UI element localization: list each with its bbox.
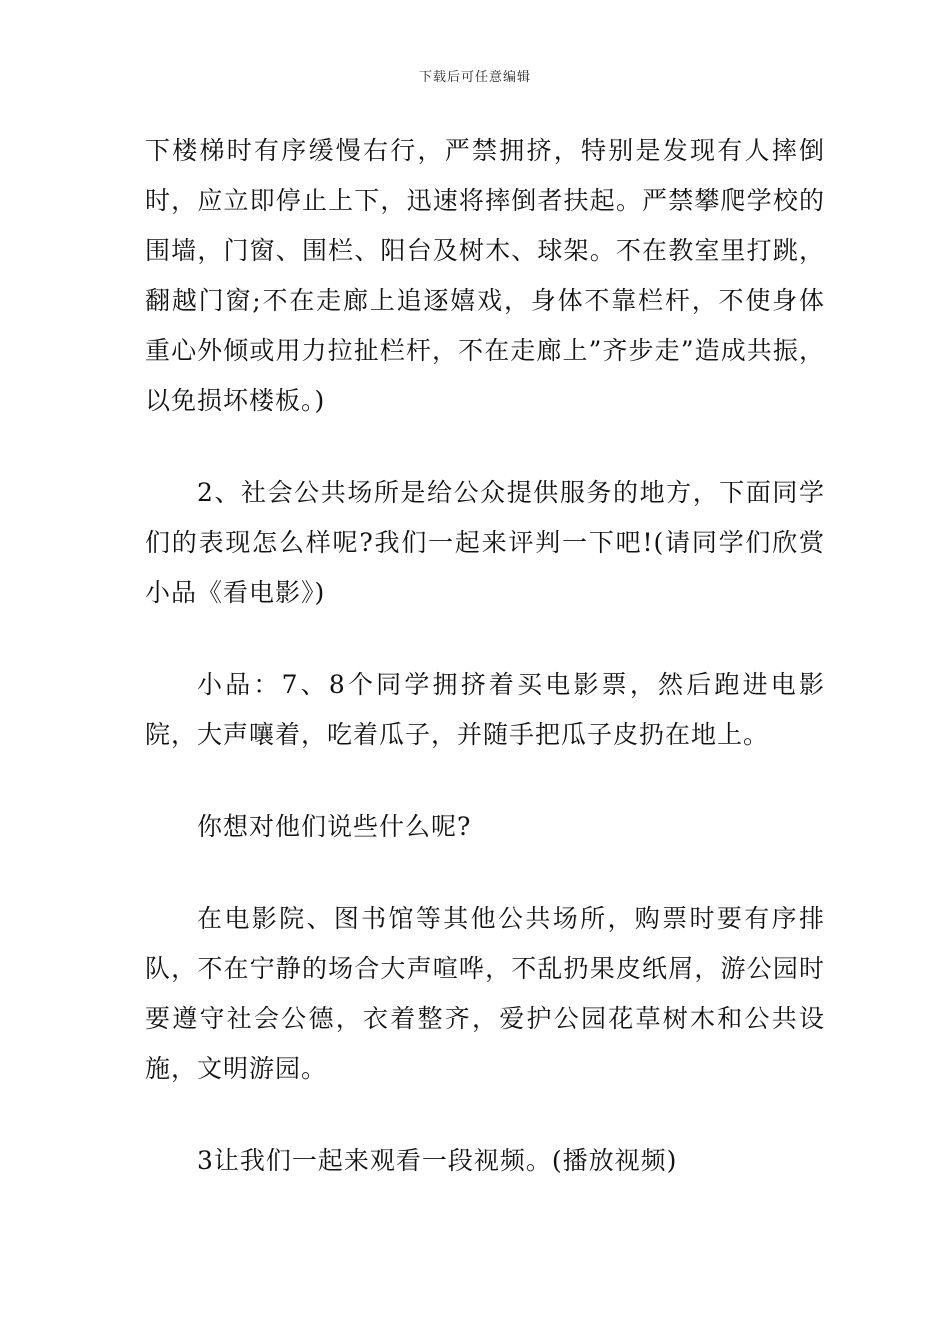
document-body — [145, 126, 825, 1186]
paragraph-public-conduct: 在电影院、图书馆等其他公共场所，购票时要有序排队，不在宁静的场合大声喧哗，不乱扔果皮纸屑，游公园时要遵守社会公德，衣着整齐，爱护公园花草树木和公共设施，文明游园。 — [145, 904, 825, 1083]
paragraph-sketch: 小品：7、8个同学拥挤着买电影票，然后跑进电影院，大声嚷着，吃着瓜子，并随手把瓜子皮扔在地上。 — [145, 670, 825, 749]
paragraph-question: 你想对他们说些什么呢? — [197, 812, 472, 841]
paragraph-video: 3让我们一起来观看一段视频。(播放视频) — [197, 1146, 678, 1175]
paragraph-safety-rules: 下楼梯时有序缓慢右行，严禁拥挤，特别是发现有人摔倒时，应立即停止上下，迅速将摔倒者扶起。严禁攀爬学校的围墙，门窗、围栏、阳台及树木、球架。不在教室里打跳，翻越门窗;不在走廊上追逐嬉戏，身体不靠栏杆，不使身体重心外倾或用力拉扯栏杆，不在走廊上”齐步走”造成共振，以免损坏楼板。) — [145, 136, 825, 415]
page-header: 下载后可任意编辑 — [418, 70, 531, 85]
paragraph-public-places: 2、社会公共场所是给公众提供服务的地方，下面同学们的表现怎么样呢?我们一起来评判一下吧!(请同学们欣赏小品《看电影》) — [145, 478, 825, 607]
